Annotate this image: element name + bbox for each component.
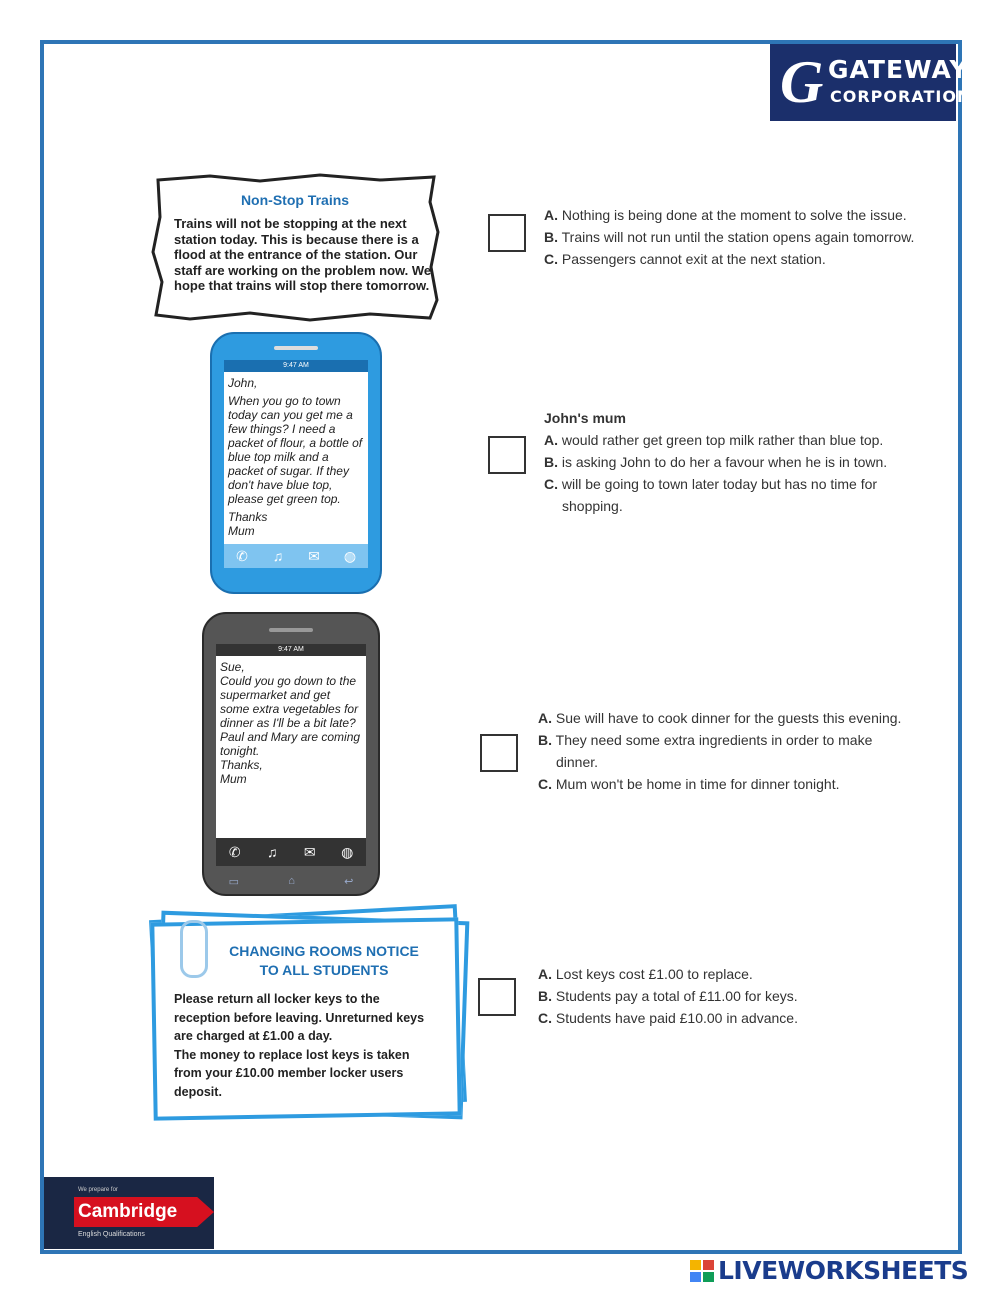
cambridge-sub: English Qualifications (78, 1231, 145, 1238)
notice-text: Trains will not be stopping at the next station today. This is because there is a flood at the entrance of the station. Our staff are working on the problem now. We hope that trains will stop there tomorrow. (174, 216, 432, 293)
text-message (216, 656, 366, 786)
option-b: B. is asking John to do her a favour when he is in town. (544, 454, 888, 470)
liveworksheets-word: LIVEWORKSHEETS (718, 1256, 969, 1285)
answer-box-2[interactable] (488, 436, 526, 474)
message-body: When you go to town today can you get me a few things? I need a packet of flour, a bottle of blue top milk and a packet of sugar. If they don't have blue top, please get green top. (228, 394, 363, 506)
option-a: A. would rather get green top milk rather than blue top. (544, 432, 884, 448)
option-b: B. Students pay a total of £11.00 for keys. (538, 988, 798, 1004)
notice-title-line-1: CHANGING ROOMS NOTICE (229, 943, 419, 959)
mail-icon: ✉ (308, 548, 320, 564)
menu-icon: ▭ (228, 876, 240, 888)
gateway-word: GATEWAY (828, 55, 969, 84)
q2-options (544, 407, 954, 517)
notice-title (204, 942, 444, 980)
gateway-logo (770, 44, 972, 121)
notice-title: Non-Stop Trains (240, 192, 350, 208)
option-a: A. Sue will have to cook dinner for the guests this evening. (538, 710, 902, 726)
phone-icon: ✆ (228, 844, 241, 860)
app-icon-bar (216, 838, 366, 866)
q4-options (538, 963, 948, 1029)
message-body: Could you go down to the supermarket and get some extra vegetables for dinner as I'll be a bit late? Paul and Mary are coming tonight. (220, 674, 361, 758)
grey-phone (202, 612, 380, 896)
q1-options (544, 204, 954, 270)
phone-icon: ✆ (236, 548, 248, 564)
cambridge-logo (44, 1177, 214, 1249)
option-c: C. will be going to town later today but has no time for (544, 476, 878, 492)
music-icon: ♫ (272, 548, 284, 564)
question-stem: John's mum (544, 410, 626, 426)
notice-title-line-2: TO ALL STUDENTS (259, 962, 389, 978)
liveworksheets-blocks-icon (690, 1260, 714, 1282)
mail-icon: ✉ (303, 844, 316, 860)
message-signature: Mum (220, 772, 247, 786)
option-c: C. Students have paid £10.00 in advance. (538, 1010, 798, 1026)
text-message (224, 372, 368, 538)
status-bar: 9:47 AM (216, 644, 366, 656)
message-greeting: Sue, (220, 660, 245, 674)
option-c: C. Mum won't be home in time for dinner tonight. (538, 776, 840, 792)
option-c: C. Passengers cannot exit at the next station. (544, 251, 826, 267)
option-a: A. Nothing is being done at the moment to solve the issue. (544, 207, 907, 223)
message-signature: Mum (228, 524, 255, 538)
answer-box-1[interactable] (488, 214, 526, 252)
message-thanks: Thanks, (220, 758, 263, 772)
cambridge-word: Cambridge (78, 1201, 178, 1222)
train-notice (150, 172, 440, 322)
globe-icon: ◍ (341, 844, 354, 860)
option-b: B. Trains will not run until the station opens again tomorrow. (544, 229, 915, 245)
blue-phone (210, 332, 382, 594)
phone-speaker (274, 346, 318, 350)
changing-rooms-notice (144, 902, 474, 1116)
cambridge-pre: We prepare for (78, 1187, 118, 1193)
globe-icon: ◍ (343, 548, 357, 564)
phone-screen (216, 644, 366, 866)
home-icon: ⌂ (288, 875, 295, 887)
message-greeting: John, (228, 376, 258, 390)
gateway-mark: G (780, 49, 824, 115)
notice-text-2: The money to replace lost keys is taken from your £10.00 member locker users deposit. (174, 1047, 410, 1099)
notice-text (174, 990, 438, 1101)
phone-speaker (269, 628, 313, 632)
status-bar: 9:47 AM (224, 360, 368, 372)
app-icon-bar (224, 544, 368, 568)
phone-screen (224, 360, 368, 568)
music-icon: ♫ (267, 844, 278, 860)
answer-box-4[interactable] (478, 978, 516, 1016)
message-thanks: Thanks (228, 510, 268, 524)
answer-box-3[interactable] (480, 734, 518, 772)
liveworksheets-logo (690, 1256, 990, 1286)
q3-options (538, 707, 948, 795)
corporation-word: CORPORATION (830, 87, 972, 106)
option-b-continued: dinner. (556, 754, 599, 770)
option-b: B. They need some extra ingredients in order to make (538, 732, 873, 748)
back-icon: ↩ (344, 876, 354, 888)
notice-text-1: Please return all locker keys to the reception before leaving. Unreturned keys are charged at £1.00 a day. (174, 992, 425, 1043)
phone-nav-row (204, 875, 378, 888)
option-c-continued: shopping. (562, 498, 623, 514)
option-a: A. Lost keys cost £1.00 to replace. (538, 966, 753, 982)
